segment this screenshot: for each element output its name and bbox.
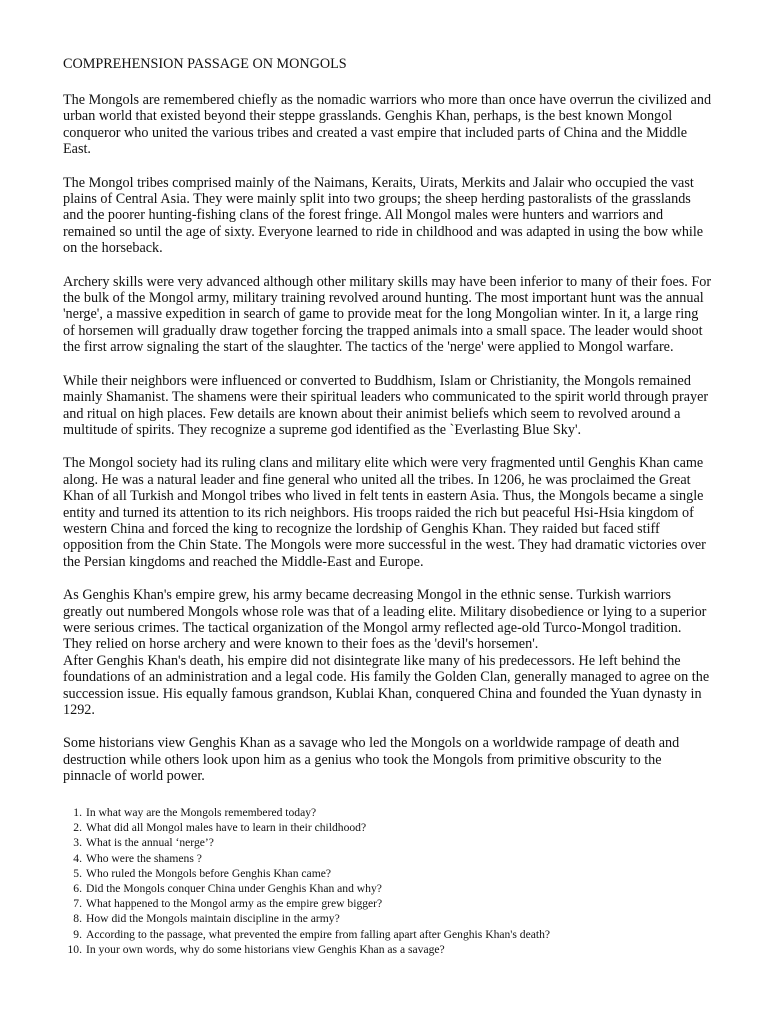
question-number: 3. — [73, 836, 82, 850]
question-item — [63, 927, 713, 942]
question-number: 2. — [73, 821, 82, 835]
question-text: In what way are the Mongols remembered today? — [86, 806, 317, 819]
question-item — [63, 896, 713, 911]
paragraph-7: After Genghis Khan's death, his empire did not disintegrate like many of his predecessors. He left behind the foundations of an administration and a legal code. His family the Golden Clan, generally managed to agree on the succession issue. His equally famous grandson, Kublai Khan, conquered China and founded the Yuan dynasty in 1292. — [63, 652, 710, 718]
question-item — [63, 851, 713, 866]
question-item — [63, 911, 713, 926]
question-text: Who ruled the Mongols before Genghis Khan came? — [86, 866, 332, 880]
paragraph-2: The Mongol tribes comprised mainly of the Naimans, Keraits, Uirats, Merkits and Jalair who occupied the vast plains of Central Asia. They were mainly split into two groups; the sheep herding pastoralists of the grasslands and the poorer hunting-fishing clans of the forest fringe. All Mongol males were hunters and warriors and remained so until the age of sixty. Everyone learned to ride in childhood and was adapted in using the bow while on the horseback. — [63, 174, 704, 257]
question-text: Who were the shamens ? — [86, 851, 202, 865]
question-item — [63, 942, 713, 957]
paragraph-1: The Mongols are remembered chiefly as the nomadic warriors who more than once have overrun the civilized and urban world that existed beyond their steppe grasslands. Genghis Khan, perhaps, is the best known Mongol conqueror who united the various tribes and created a vast empire that included parts of China and the Middle East. — [63, 92, 712, 158]
question-number: 10. — [67, 942, 82, 956]
paragraph-8: Some historians view Genghis Khan as a savage who led the Mongols on a worldwide rampage of death and destruction while others look upon him as a genius who took the Mongols from primitive obscurity to the pinnacle of world power. — [63, 735, 680, 785]
paragraph-3: Archery skills were very advanced although other military skills may have been inferior to many of their foes. For the bulk of the Mongol army, military training revolved around hunting. The most important hunt was the annual 'nerge', a massive expedition in search of game to provide meat for the long Mongolian winter. In it, a large ring of horsemen will gradually draw together forcing the trapped animals into a small space. The leader would shoot the first arrow signaling the start of the slaughter. The tactics of the 'nerge' were applied to Mongol warfare. — [63, 273, 712, 356]
question-text: Did the Mongols conquer China under Genghis Khan and why? — [86, 882, 382, 896]
paragraph-4: While their neighbors were influenced or converted to Buddhism, Islam or Christianity, the Mongols remained mainly Shamanist. The shamens were their spiritual leaders who communicated to the spirit world through prayer and ritual on high places. Few details are known about their animist beliefs which seem to revolved around a multitude of spirits. They recognize a supreme god identified as the `Everlasting Blue Sky'. — [63, 372, 709, 438]
question-text: How did the Mongols maintain discipline in the army? — [86, 912, 340, 926]
paragraph-5: The Mongol society had its ruling clans and military elite which were very fragmented until Genghis Khan came along. He was a natural leader and fine general who united all the tribes. In 1206, he was proclaimed the Great Khan of all Turkish and Mongol tribes who lived in felt tents in eastern Asia. Thus, the Mongols became a single entity and turned its attention to its rich neighbors. His troops raided the rich but peaceful Hsi-Hsia kingdom of western China and forced the king to recognize the lordship of Genghis Khan. They raided but faced stiff opposition from the Chin State. The Mongols were more successful in the west. They had dramatic victories over the Persian kingdoms and reached the Middle-East and Europe. — [63, 455, 706, 570]
question-text: In your own words, why do some historians view Genghis Khan as a savage? — [86, 942, 445, 956]
question-number: 7. — [73, 897, 82, 911]
question-text: What did all Mongol males have to learn in their childhood? — [86, 821, 367, 835]
paragraph-6: As Genghis Khan's empire grew, his army became decreasing Mongol in the ethnic sense. Turkish warriors greatly out numbered Mongols whose role was that of a leading elite. Military disobedience or lying to a superior were serious crimes. The tactical organization of the Mongol army reflected age-old Turco-Mongol tradition. They relied on horse archery and were known to their foes as the 'devil's horsemen'. — [63, 587, 707, 653]
page-title: COMPREHENSION PASSAGE ON MONGOLS — [63, 56, 347, 72]
question-text: According to the passage, what prevented the empire from falling apart after Genghis Khan's death? — [86, 927, 551, 941]
question-item — [63, 866, 713, 881]
question-number: 6. — [73, 882, 82, 896]
question-number: 9. — [73, 927, 82, 941]
question-item — [63, 835, 713, 850]
question-number: 8. — [73, 912, 82, 926]
question-item — [63, 881, 713, 896]
question-item — [63, 805, 713, 820]
document-body — [63, 56, 713, 802]
question-text: What is the annual ‘nerge’? — [86, 836, 214, 850]
question-number: 5. — [73, 866, 82, 880]
question-number: 1. — [73, 806, 82, 819]
question-item — [63, 820, 713, 835]
question-list — [63, 805, 713, 957]
question-number: 4. — [73, 851, 82, 865]
question-text: What happened to the Mongol army as the empire grew bigger? — [86, 897, 383, 911]
